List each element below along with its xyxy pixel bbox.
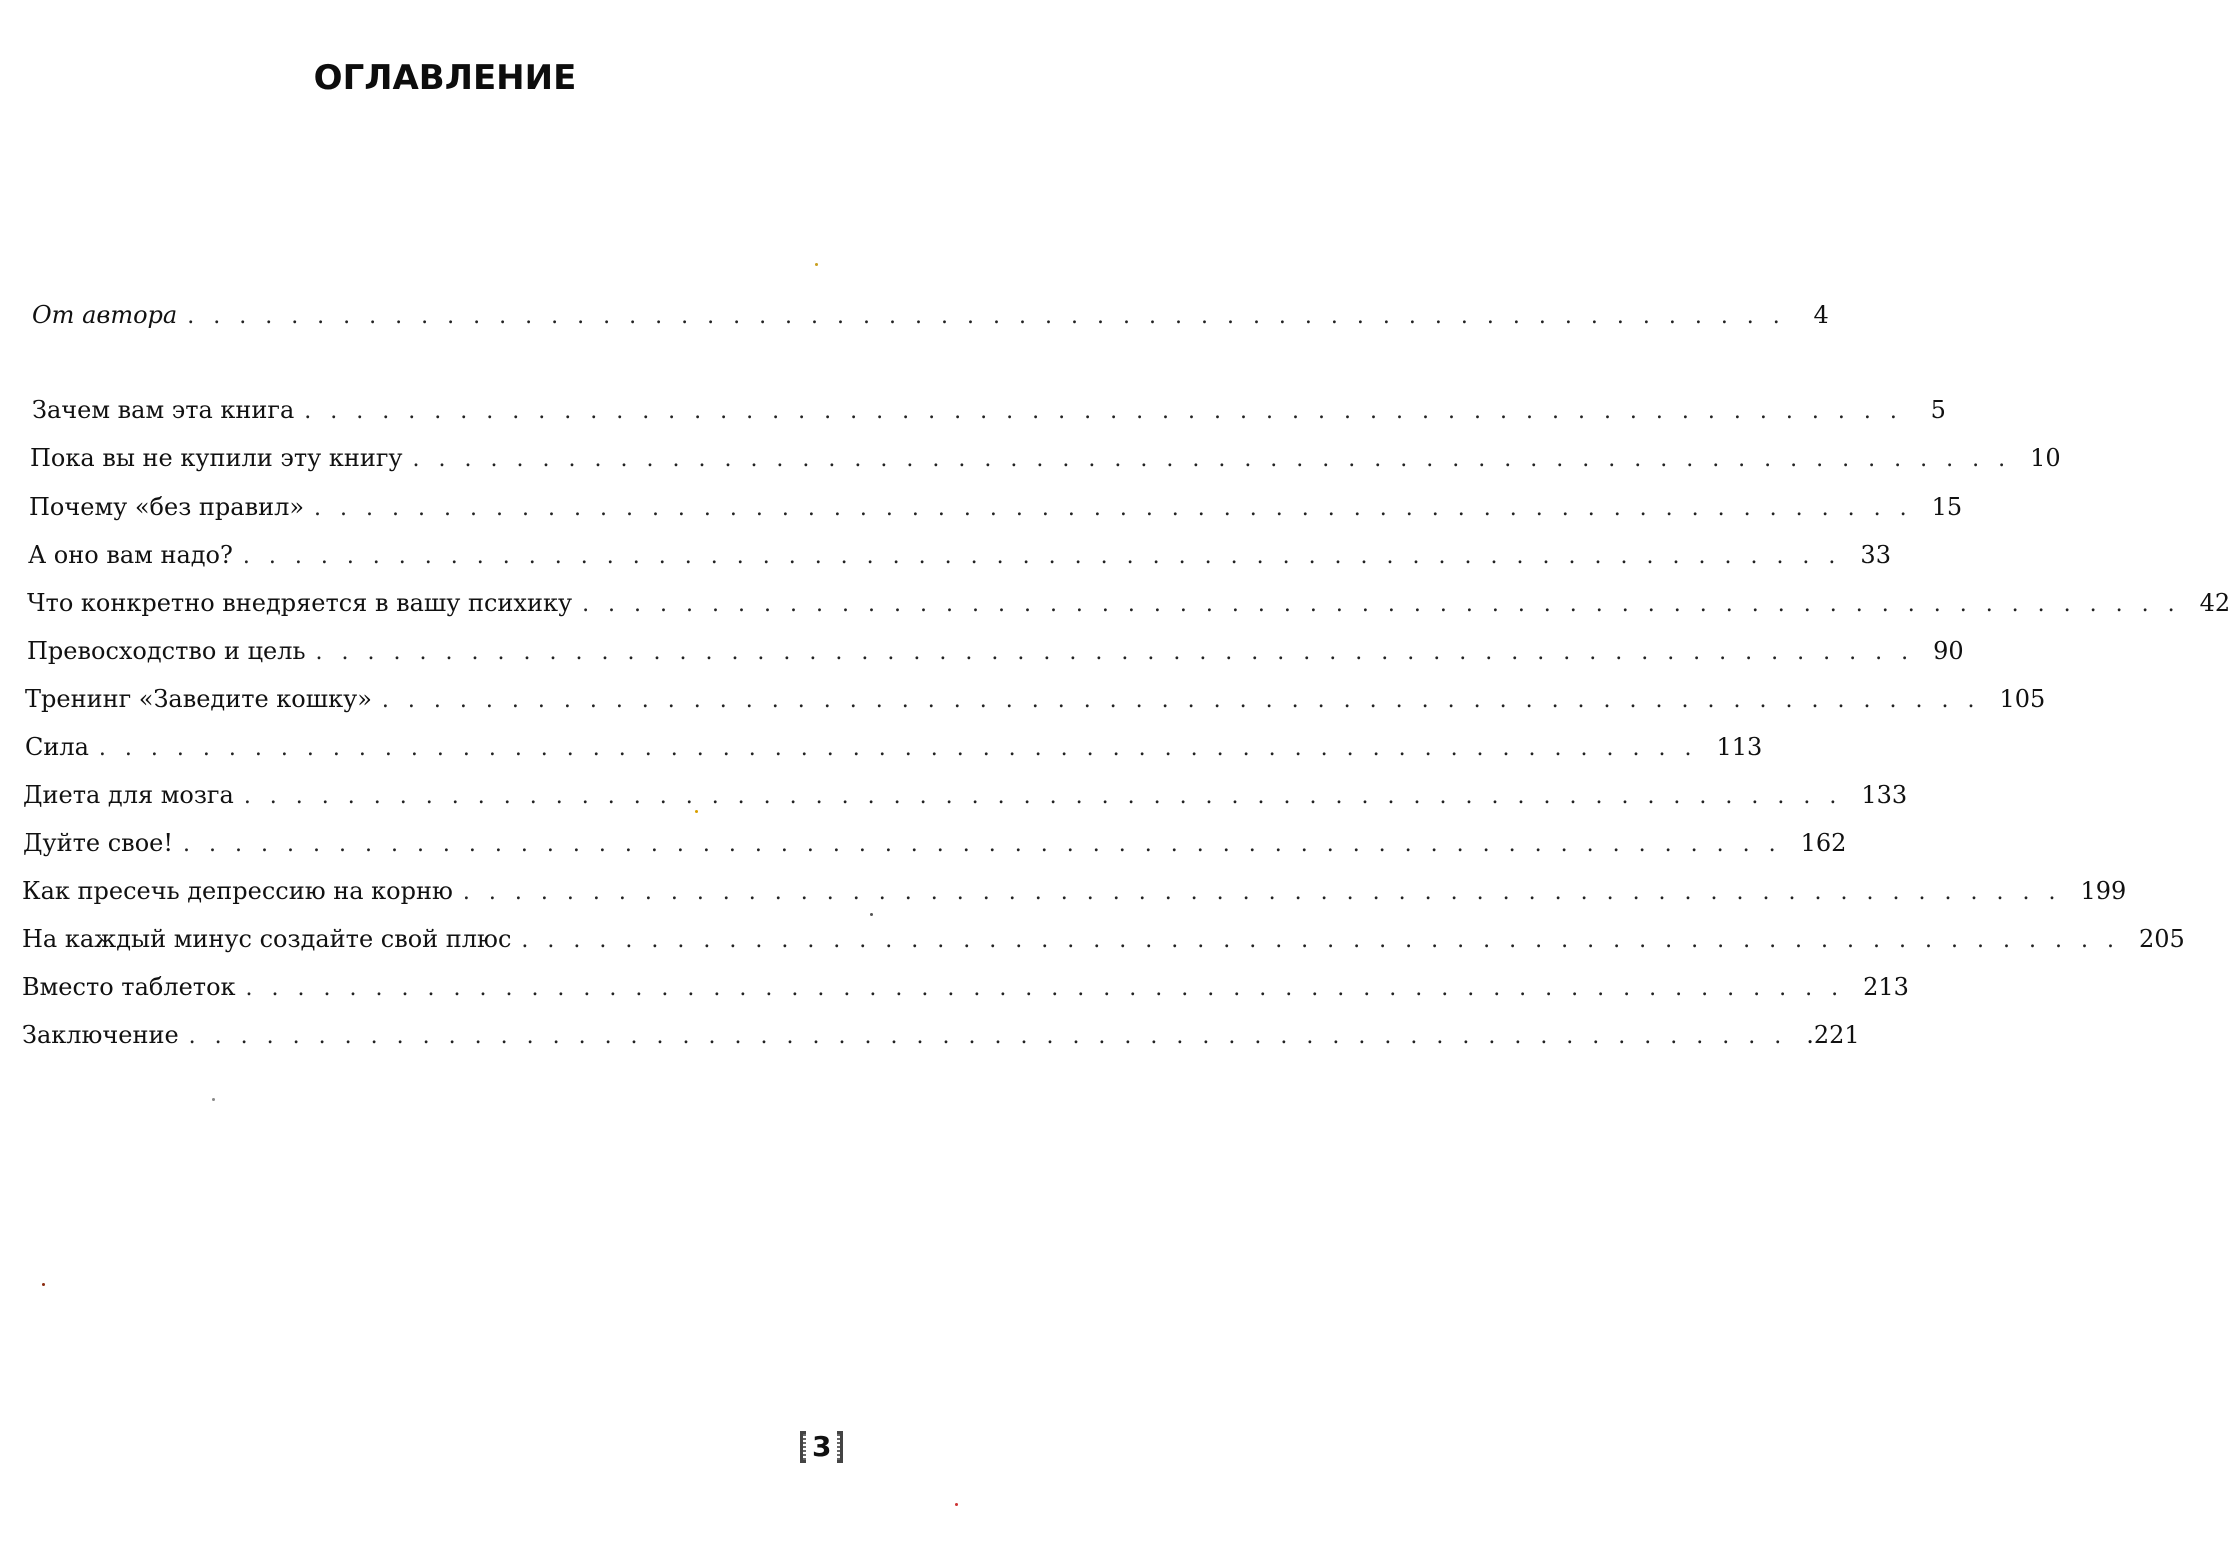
toc-entry-page: 10 (2030, 444, 2061, 472)
leader-dots: .............................................................. (98, 736, 1711, 761)
toc-entry (22, 967, 1909, 1007)
toc-entry-label: От автора (32, 301, 178, 329)
toc-entry-page: 105 (1999, 685, 2046, 713)
leader-dots: .............................................................. (314, 496, 1926, 521)
toc-entry (32, 295, 1829, 335)
toc-entry-page: 15 (1931, 493, 1963, 521)
print-speck (955, 1503, 958, 1506)
print-speck (815, 263, 818, 266)
toc-entry-page: 205 (2138, 925, 2185, 953)
toc-entry-label: Как пресечь депрессию на корню (22, 877, 453, 905)
toc-entry (27, 583, 2230, 623)
toc-entry (29, 487, 1963, 527)
toc-entry (25, 679, 2046, 719)
toc-entry-page: 133 (1861, 781, 1908, 809)
toc-entry (25, 727, 1763, 767)
leader-dots: .............................................................. (245, 976, 1858, 1001)
print-speck (870, 913, 873, 916)
toc-entry-page: 42 (2199, 589, 2230, 617)
toc-entry-label: Превосходство и цель (27, 637, 306, 665)
leader-dots: .............................................................. (243, 784, 1856, 809)
left-bracket-icon (800, 1431, 806, 1463)
toc-entry-label: На каждый минус создайте свой плюс (22, 925, 512, 953)
toc-entry-label: Заключение (22, 1021, 179, 1049)
print-speck (42, 1283, 45, 1286)
page-number-value: 3 (812, 1430, 832, 1463)
toc-entry-page: 113 (1716, 733, 1763, 761)
leader-dots: .............................................................. (304, 399, 1916, 424)
toc-entry-label: Пока вы не купили эту книгу (30, 444, 403, 472)
toc-entry-page: 90 (1933, 637, 1964, 665)
toc-entry-label: Вместо таблеток (22, 973, 236, 1001)
toc-entry-label: А оно вам надо? (28, 541, 233, 569)
toc-entry-label: Что конкретно внедряется в вашу психику (27, 589, 573, 617)
toc-entry-label: Дуйте свое! (23, 829, 173, 857)
leader-dots: .............................................................. (242, 544, 1855, 569)
toc-entry-page: .221 (1806, 1021, 1860, 1049)
leader-dots: .............................................................. (582, 592, 2194, 617)
toc-entry-label: Диета для мозга (23, 781, 234, 809)
toc-entry (23, 823, 1847, 863)
leader-dots: .............................................................. (412, 447, 2025, 472)
leader-dots: .............................................................. (381, 688, 1994, 713)
toc-entry (22, 1015, 1860, 1055)
toc-entry-page: 5 (1930, 396, 1946, 424)
print-speck (695, 810, 698, 813)
toc-entry (22, 919, 2185, 959)
toc-entry-page: 4 (1813, 301, 1829, 329)
toc-entry-page: 162 (1800, 829, 1847, 857)
right-bracket-icon (837, 1431, 843, 1463)
toc-entry (22, 871, 2127, 911)
page-number (800, 1430, 843, 1463)
leader-dots: .............................................................. (183, 832, 1795, 857)
toc-entry-label: Зачем вам эта книга (32, 396, 295, 424)
leader-dots: .............................................................. (187, 304, 1799, 329)
toc-entry-label: Тренинг «Заведите кошку» (25, 685, 372, 713)
toc-entry-page: 199 (2080, 877, 2127, 905)
toc-entry (30, 438, 2061, 478)
leader-dots: .............................................................. (521, 928, 2133, 953)
leader-dots: .............................................................. (462, 880, 2075, 905)
leader-dots: .............................................................. (315, 640, 1928, 665)
toc-entry (23, 775, 1908, 815)
print-speck (212, 1098, 215, 1101)
toc-entry (27, 631, 1964, 671)
page-title: ОГЛАВЛЕНИЕ (313, 58, 577, 98)
toc-entry-page: 33 (1860, 541, 1891, 569)
toc-entry-label: Сила (25, 733, 89, 761)
toc-entry (32, 390, 1946, 430)
toc-entry-page: 213 (1863, 973, 1909, 1001)
leader-dots: .............................................................. (188, 1024, 1801, 1049)
toc-entry-label: Почему «без правил» (29, 493, 305, 521)
toc-entry (28, 535, 1891, 575)
